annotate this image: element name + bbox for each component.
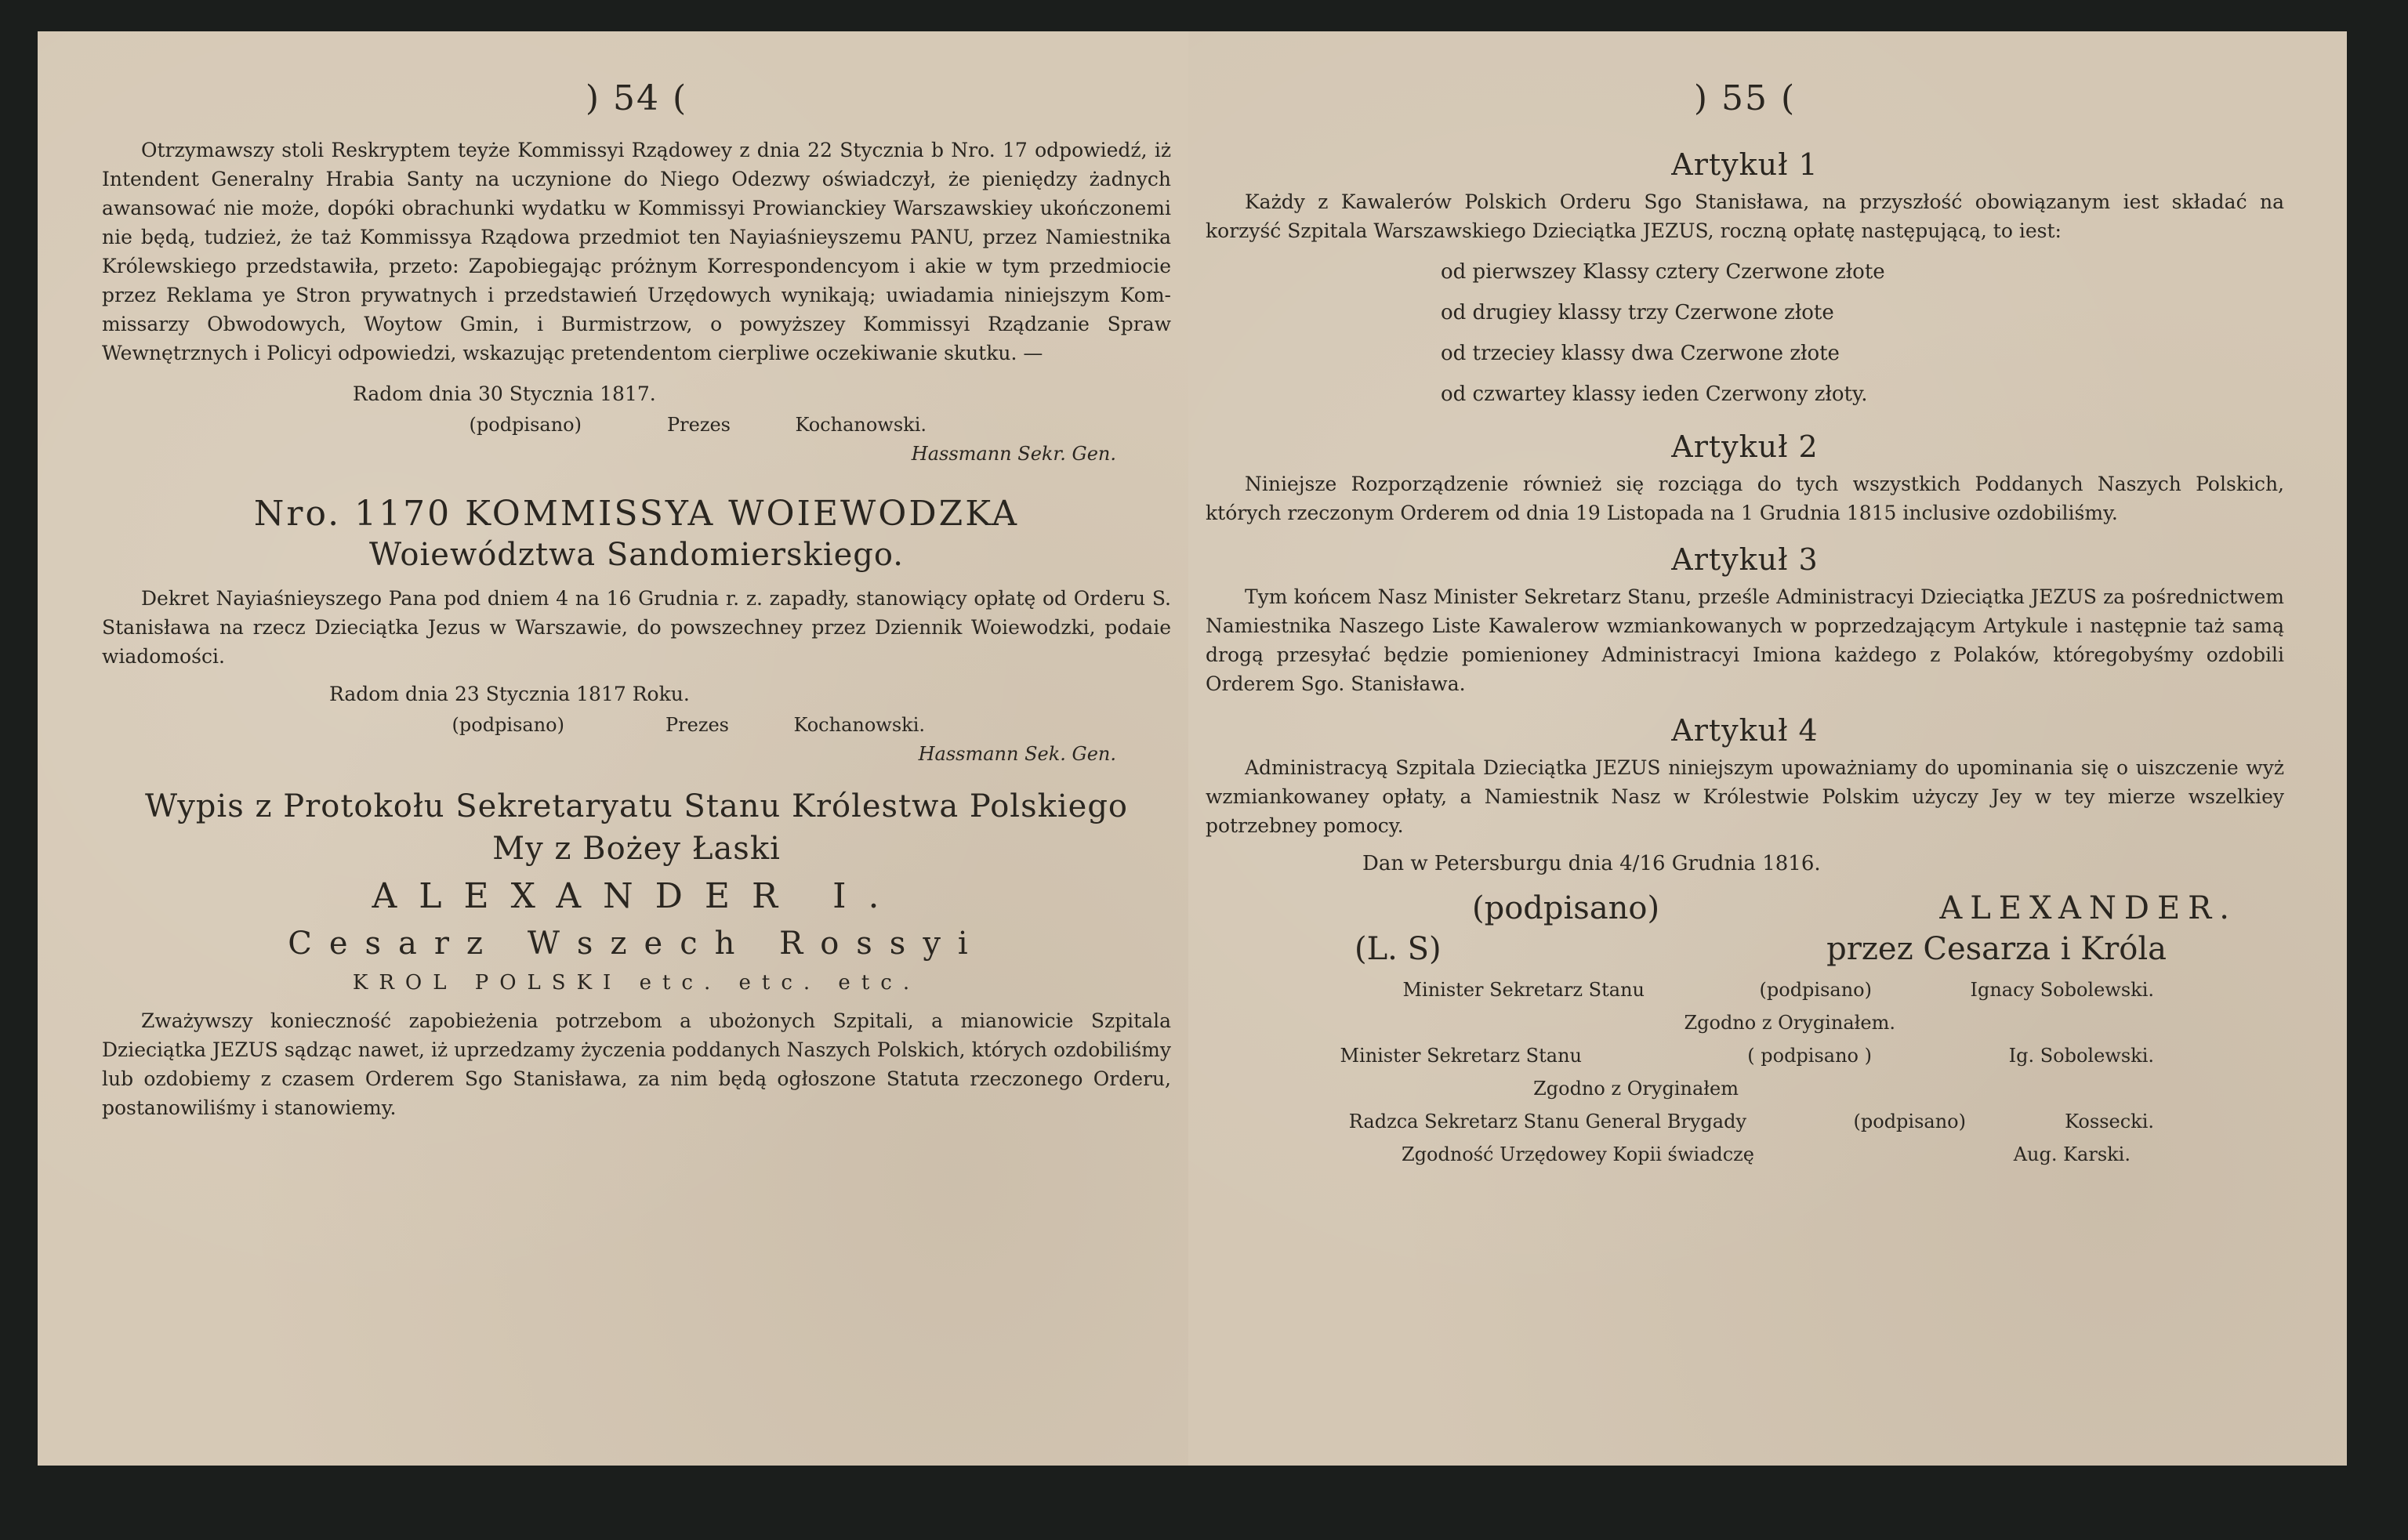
cert-name: Ig. Sobolewski. [2008, 1045, 2154, 1067]
closing-paragraph: Zważywszy konieczność zapobieżenia potrzebom a ubożonych Szpitali, a mianowicie Szpitala Dzieciątka JEZUS sądząc nawet, iż uprzedzamy życzenia poddanych Naszych Polskich, których ozdobiliśmy lub ozdobiemy z czasem Orderem Sgo Stanisława, za nim będą ogłoszone Statuta rzeczonego Orderu, postanowiliśmy i stanowiemy. [102, 1009, 1171, 1119]
cert-signed: (podpisano) [1759, 979, 1872, 1001]
left-page [38, 31, 1188, 1466]
cert-name: Kossecki. [2065, 1111, 2154, 1132]
section-heading: Nro. 1170 KOMMISSYA WOIEWODZKA [253, 494, 1020, 534]
certification-conform [1206, 1006, 2284, 1039]
emperor-title: Cesarz Wszech Rossyi [288, 926, 985, 962]
intro-paragraph: Otrzymawszy stoli Reskryptem teyże Kommissyi Rządowey z dnia 22 Stycznia b Nro. 17 odpowiedź, iż Intendent Generalny Hrabia Santy na uczynione do Niego Odezwy oświadczył, że pieniędzy żadnych awansować nie może, dopóki obrachunki wydatku w Kommissyi Prowianckiey Warszawskiey ukończonemi nie będą, tudzież, że taż Kommissya Rządowa przedmiot ten Nayiaśnieyszemu PANU, przez Namiestnika Królewskiego przedstawiła, przeto: Zapobiegając próżnym Korrespondencyom i akie w tym przedmiocie przez Reklama ye Stron prywatnych i przedstawień Urzędowych wynikają; uwiadamia niniejszym Kom-missarzy Obwodowych, Woytow Gmin, i Burmistrzow, o powyższey Kommissyi Rządzanie Spraw Wewnętrznych i Policyi odpowiedzi, wskazując pretendentom cierpliwe oczekiwanie skutku. — [102, 139, 1171, 364]
place-date: Radom dnia 30 Stycznia 1817. [353, 382, 656, 405]
signer-name: Kochanowski. [795, 414, 927, 436]
certification-row [1206, 1105, 2284, 1138]
page-number: ) 54 ( [585, 78, 688, 118]
fee-item: od pierwszey Klassy cztery Czerwone złote [1441, 260, 1885, 284]
protocol-heading: Wypis z Protokołu Sekretaryatu Stanu Królestwa Polskiego [144, 788, 1129, 824]
article-text: Administracyą Szpitala Dzieciątka JEZUS niniejszym upoważniamy do upominania się o uiszczenie wyż wzmiankowaney opłaty, a Namiestnik Nasz w Królestwie Polskim użyczy Jey w tey mierze wszelkiey potrzebney pomocy. [1206, 756, 2284, 837]
certification-row [1206, 973, 2284, 1006]
signature-row [102, 410, 1171, 440]
certification-row [1206, 1039, 2284, 1072]
fee-list [1441, 252, 2284, 415]
seal-mark: (L. S) [1354, 931, 1442, 967]
cert-conform: Zgodno z Oryginałem [1533, 1078, 1739, 1100]
article-text: Niniejsze Rozporządzenie również się rozciąga do tych wszystkich Poddanych Naszych Polskich, których rzeczonym Orderem od dnia 19 Listopada na 1 Grudnia 1815 inclusive ozdobiliśmy. [1206, 473, 2284, 524]
signature-row [102, 710, 1171, 740]
seal-row [1206, 929, 2284, 969]
royal-signature [1206, 879, 2284, 929]
signed-label: (podpisano) [469, 414, 582, 436]
cert-role: Minister Sekretarz Stanu [1402, 979, 1645, 1001]
monarch-name: ALEXANDER I. [372, 876, 901, 916]
right-page [1188, 31, 2347, 1466]
cert-role: Radzca Sekretarz Stanu General Brygady [1348, 1111, 1746, 1132]
monarch-signature: ALEXANDER. [1939, 890, 2237, 926]
article-heading: Artykuł 3 [1671, 542, 1819, 577]
grace-line: My z Bożey Łaski [492, 831, 781, 867]
place-date: Radom dnia 23 Stycznia 1817 Roku. [329, 683, 690, 705]
signer-name: Kochanowski. [793, 714, 925, 736]
cert-conform: Zgodno z Oryginałem. [1684, 1012, 1895, 1034]
decree-paragraph: Dekret Nayiaśnieyszego Pana pod dniem 4 na 16 Grudnia r. z. zapadły, stanowiący opłatę od Orderu S. Stanisława na rzecz Dzieciątka Jezus w Warszawie, do powszechney przez Dziennik Woiewodzki, podaie wiadomości. [102, 587, 1171, 668]
signer-title: Prezes [665, 714, 729, 736]
cert-name: Ignacy Sobolewski. [1970, 979, 2154, 1001]
article-text: Każdy z Kawalerów Polskich Orderu Sgo Stanisława, na przyszłość obowiązanym iest składać na korzyść Szpitala Warszawskiego Dzieciątka JEZUS, roczną opłatę następującą, to iest: [1206, 190, 2284, 242]
cert-signed: ( podpisano ) [1747, 1045, 1872, 1067]
secretary-signature: Hassmann Sek. Gen. [918, 743, 1116, 765]
signer-title: Prezes [667, 414, 731, 436]
article-heading: Artykuł 1 [1671, 147, 1819, 182]
section-subheading: Woiewództwa Sandomierskiego. [369, 537, 904, 573]
fee-item: od trzeciey klassy dwa Czerwone złote [1441, 342, 1840, 365]
cert-signed: (podpisano) [1853, 1111, 1966, 1132]
cert-statement: Zgodność Urzędowey Kopii świadczę [1401, 1143, 1754, 1165]
by-emperor: przez Cesarza i Króla [1826, 931, 2167, 967]
secretary-signature: Hassmann Sekr. Gen. [911, 443, 1116, 465]
certification-conform [1206, 1072, 2284, 1105]
dated-line: Dan w Petersburgu dnia 4/16 Grudnia 1816. [1362, 852, 1821, 875]
king-title: KROL POLSKI etc. etc. etc. [352, 971, 921, 995]
page-number: ) 55 ( [1693, 78, 1797, 118]
cert-role: Minister Sekretarz Stanu [1340, 1045, 1582, 1067]
certification-row [1206, 1138, 2284, 1171]
cert-name: Aug. Karski. [2013, 1143, 2131, 1165]
article-heading: Artykuł 2 [1671, 429, 1819, 464]
fee-item: od czwartey klassy ieden Czerwony złoty. [1441, 382, 1868, 406]
fee-item: od drugiey klassy trzy Czerwone złote [1441, 301, 1834, 324]
article-heading: Artykuł 4 [1671, 713, 1819, 748]
signed-label: (podpisano) [1472, 890, 1660, 926]
article-text: Tym końcem Nasz Minister Sekretarz Stanu, prześle Administracyi Dzieciątka JEZUS za pośrednictwem Namiestnika Naszego Liste Kawalerow wzmiankowanych w poprzedzającym Artykule i następnie taż samą drogą przesyłać będzie pomienioney Administracyi Imiona każdego z Polaków, któregobyśmy ozdobili Orderem Sgo. Stanisława. [1206, 585, 2284, 695]
signed-label: (podpisano) [452, 714, 564, 736]
